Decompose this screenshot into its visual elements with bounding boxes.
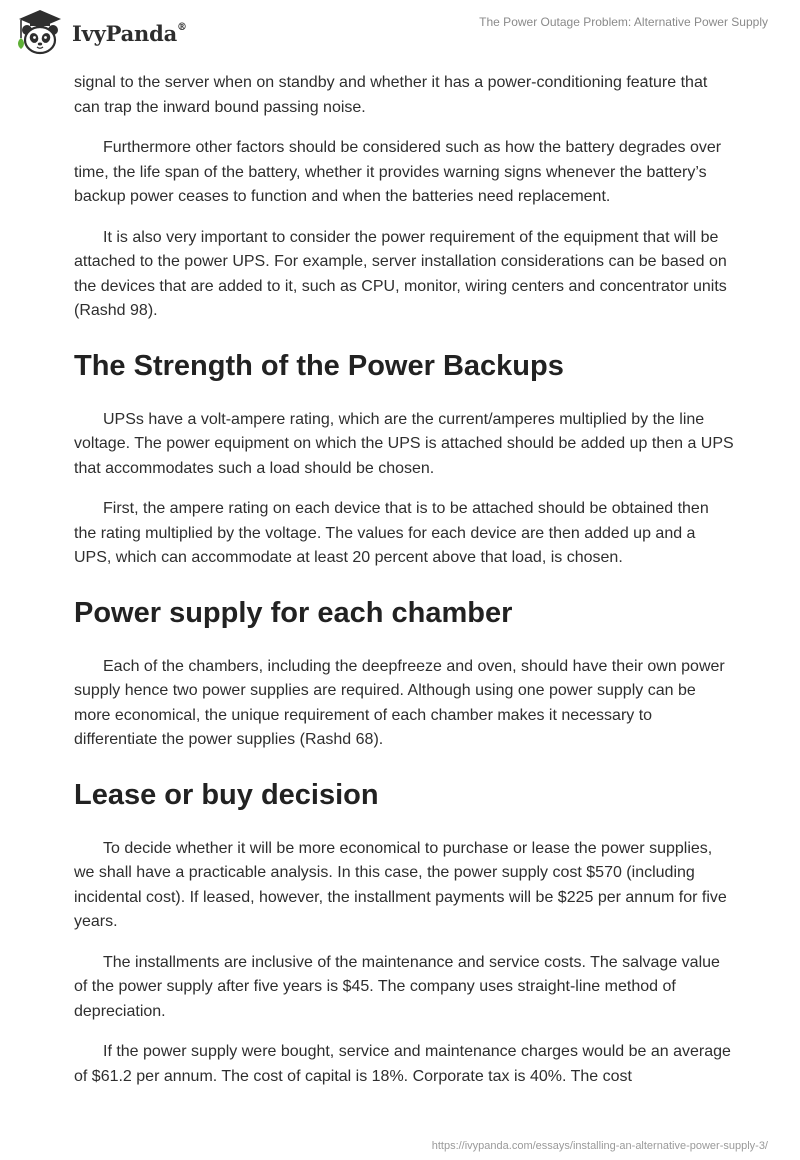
paragraph: If the power supply were bought, service and maintenance charges would be an average of $61.2 per annum. The cost of capital is 18%. Corporate tax is 40%. The cost (74, 1043, 731, 1085)
paragraph: To decide whether it will be more economical to purchase or lease the power supplies, we shall have a practicable analysis. In this case, the power supply cost $570 (including incidental cost). If leased, however, the installment payments will be $225 per annum for five years. (74, 839, 727, 930)
paragraph: signal to the server when on standby and whether it has a power-conditioning feature that can trap the inward bound passing noise. (74, 74, 708, 116)
article-body (74, 71, 734, 1105)
brand-name: IvyPanda® (72, 20, 187, 46)
ivypanda-logo[interactable] (14, 8, 187, 58)
section-heading: Power supply for each chamber (74, 596, 513, 629)
paragraph: It is also very important to consider the power requirement of the equipment that will be attached to the power UPS. For example, server installation considerations can be based on the devices that are added to it, such as CPU, monitor, wiring centers and concentrator units (Rashd 98). (74, 228, 727, 319)
panda-graduate-icon (14, 8, 66, 58)
paragraph: UPSs have a volt-ampere rating, which are the current/amperes multiplied by the line voltage. The power equipment on which the UPS is attached should be added up then a UPS that accommodates such a load should be chosen. (74, 410, 734, 477)
paragraph: Each of the chambers, including the deepfreeze and oven, should have their own power supply hence two power supplies are required. Although using one power supply can be more economical, the unique requirement of each chamber makes it necessary to differentiate the power supplies (Rashd 68). (74, 657, 725, 748)
paragraph: Furthermore other factors should be considered such as how the battery degrades over time, the life span of the battery, whether it provides warning signs whenever the battery’s backup power ceases to function and when the batteries need replacement. (74, 139, 722, 205)
page-header (0, 0, 800, 66)
paragraph: The installments are inclusive of the maintenance and service costs. The salvage value of the power supply after five years is $45. The company uses straight-line method of depreciation. (74, 953, 720, 1020)
paragraph: First, the ampere rating on each device that is to be attached should be obtained then the rating multiplied by the voltage. The values for each device are then added up and a UPS, which can accommodate at least 20 percent above that load, is chosen. (74, 500, 709, 566)
section-heading: The Strength of the Power Backups (74, 349, 564, 382)
section-heading: Lease or buy decision (74, 778, 379, 811)
source-url[interactable]: https://ivypanda.com/essays/installing-an-alternative-power-supply-3/ (431, 1140, 768, 1152)
document-title: The Power Outage Problem: Alternative Power Supply (479, 15, 768, 29)
